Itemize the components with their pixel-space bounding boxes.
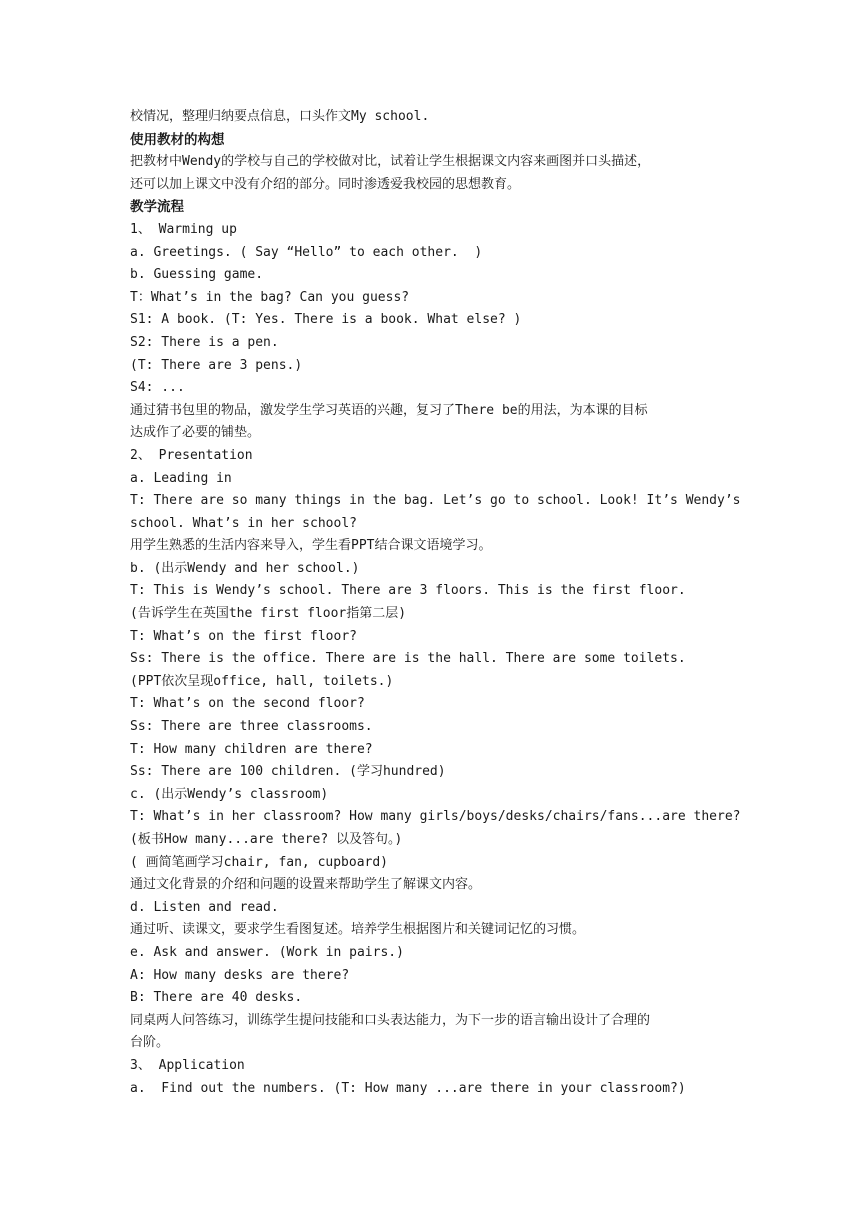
text-line: T: How many children are there? (130, 741, 373, 757)
text-line: (告诉学生在英国the first floor指第二层) (130, 606, 407, 622)
document-page (130, 106, 740, 1100)
text-line: 还可以加上课文中没有介绍的部分。同时渗透爱我校园的思想教育。 (130, 176, 521, 192)
text-line: 3、 Application (130, 1057, 245, 1073)
text-line: a. Find out the numbers. (T: How many ...are there in your classroom?) (130, 1080, 686, 1096)
text-line: T: What’s on the first floor? (130, 628, 357, 644)
text-line: e. Ask and answer. (Work in pairs.) (130, 944, 404, 960)
text-line: 达成作了必要的铺垫。 (130, 425, 261, 441)
text-line: T: There are so many things in the bag. Let’s go to school. Look! It’s Wendy’s (130, 493, 741, 509)
section-heading: 教学流程 (130, 199, 184, 216)
text-line: 通过听、读课文，要求学生看图复述。培养学生根据图片和关键词记忆的习惯。 (130, 922, 586, 938)
text-line: school. What’s in her school? (130, 515, 357, 531)
text-line: T: This is Wendy’s school. There are 3 floors. This is the first floor. (130, 583, 686, 599)
text-line: S2: There is a pen. (130, 334, 279, 350)
text-line: 把教材中Wendy的学校与自己的学校做对比，试着让学生根据课文内容来画图并口头描述， (130, 154, 651, 170)
text-line: B: There are 40 desks. (130, 990, 303, 1006)
text-line: (PPT依次呈现office, hall, toilets.) (130, 673, 394, 689)
text-line: Ss: There is the office. There are is the hall. There are some toilets. (130, 651, 686, 667)
text-line: T: What’s on the second floor? (130, 696, 365, 712)
text-line: 同桌两人问答练习，训练学生提问技能和口头表达能力，为下一步的语言输出设计了合理的 (130, 1012, 651, 1028)
text-line: S1: A book. (T: Yes. There is a book. What else? ) (130, 312, 522, 328)
text-line: 2、 Presentation (130, 447, 253, 463)
text-line: 通过猜书包里的物品，激发学生学习英语的兴趣，复习了There be的用法，为本课的目标 (130, 402, 648, 418)
text-line: Ss: There are 100 children. (学习hundred) (130, 764, 446, 780)
text-line: 校情况，整理归纳要点信息，口头作文My school. (130, 109, 430, 124)
text-line: 1、 Warming up (130, 221, 237, 237)
text-line: (板书How many...are there? 以及答句。) (130, 832, 403, 847)
text-line: ( 画简笔画学习chair, fan, cupboard) (130, 854, 389, 870)
text-line: A: How many desks are there? (130, 967, 350, 983)
text-line: 通过文化背景的介绍和问题的设置来帮助学生了解课文内容。 (130, 877, 482, 893)
text-line: T：What’s in the bag? Can you guess? (130, 289, 410, 305)
text-line: (T: There are 3 pens.) (130, 357, 303, 373)
text-line: b. Guessing game. (130, 267, 264, 283)
text-line: c. (出示Wendy’s classroom) (130, 786, 329, 802)
text-line: 台阶。 (130, 1035, 170, 1051)
text-line: T: What’s in her classroom? How many girls/boys/desks/chairs/fans...are there? (130, 809, 741, 825)
text-line: b. (出示Wendy and her school.) (130, 560, 360, 576)
text-line: Ss: There are three classrooms. (130, 719, 373, 735)
text-line: a. Greetings. ( Say “Hello” to each other. ) (130, 244, 483, 260)
text-line: d. Listen and read. (130, 899, 279, 915)
section-heading: 使用教材的构想 (130, 131, 225, 148)
text-line: 用学生熟悉的生活内容来导入，学生看PPT结合课文语境学习。 (130, 538, 492, 554)
text-line: a. Leading in (130, 470, 232, 486)
text-line: S4: ... (130, 380, 185, 396)
